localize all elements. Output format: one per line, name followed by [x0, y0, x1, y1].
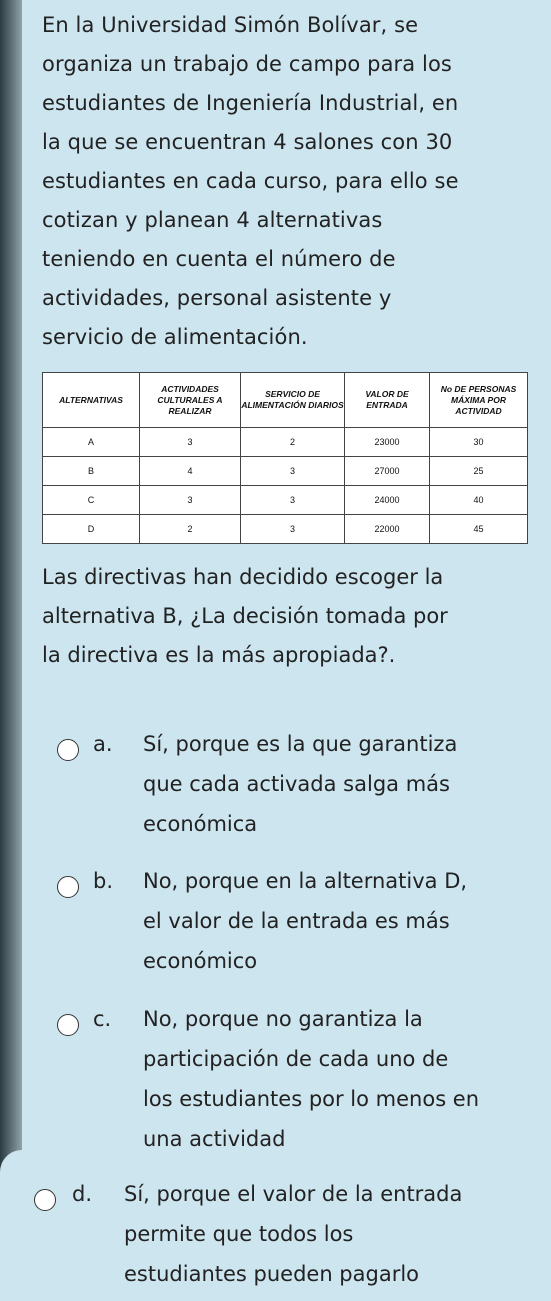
question-text: En la Universidad Simón Bolívar, se organiza un trabajo de campo para los estudiantes de Ingeniería Industrial, en la que se encuentran 4 salones con 30 estudiantes en cada curso, para ello se cotizan y planean 4 alternativas teniendo en cuenta el número de actividades, personal asistente y servicio de alimentación. — [42, 13, 459, 349]
option-letter: a. — [93, 732, 113, 756]
option-letter: c. — [93, 1007, 112, 1031]
table-cell: 3 — [140, 428, 241, 457]
table-header-cell: No DE PERSONAS MÁXIMA POR ACTIVIDAD — [430, 373, 528, 428]
table-cell: 3 — [241, 515, 345, 544]
table-row — [43, 486, 528, 515]
table-cell: C — [43, 486, 140, 515]
table-row — [43, 457, 528, 486]
option-text: No, porque en la alternativa D, el valor de la entrada es más económico — [143, 869, 468, 973]
table-cell: 3 — [241, 486, 345, 515]
table-cell: 22000 — [345, 515, 430, 544]
table-row — [43, 515, 528, 544]
table-header-cell: ACTIVIDADES CULTURALES A REALIZAR — [140, 373, 241, 428]
radio-button-d[interactable] — [34, 1189, 56, 1211]
table-cell: 23000 — [345, 428, 430, 457]
table-header-cell: SERVICIO DE ALIMENTACIÓN DIARIOS — [241, 373, 345, 428]
option-text: Sí, porque el valor de la entrada permite que todos los estudiantes pueden pagarlo — [124, 1182, 463, 1286]
table-cell: 27000 — [345, 457, 430, 486]
table-header-cell: ALTERNATIVAS — [43, 373, 140, 428]
table-row — [43, 428, 528, 457]
radio-button-c[interactable] — [57, 1014, 79, 1036]
table-cell: 3 — [241, 457, 345, 486]
option-letter: d. — [72, 1182, 93, 1206]
radio-button-a[interactable] — [57, 739, 79, 761]
table-cell: 45 — [430, 515, 528, 544]
table-cell: B — [43, 457, 140, 486]
table-cell: 2 — [140, 515, 241, 544]
table-cell: 3 — [140, 486, 241, 515]
table-cell: 40 — [430, 486, 528, 515]
alternatives-table — [42, 372, 528, 544]
table-cell: D — [43, 515, 140, 544]
table-cell: 24000 — [345, 486, 430, 515]
option-text: Sí, porque es la que garantiza que cada activada salga más económica — [143, 732, 458, 836]
table-cell: 30 — [430, 428, 528, 457]
followup-question: Las directivas han decidido escoger la alternativa B, ¿La decisión tomada por la directiva es la más apropiada?. — [42, 565, 448, 667]
table-header-row — [43, 373, 528, 428]
table-header-cell: VALOR DE ENTRADA — [345, 373, 430, 428]
option-letter: b. — [93, 869, 114, 893]
table-cell: 4 — [140, 457, 241, 486]
table-cell: 2 — [241, 428, 345, 457]
table-cell: 25 — [430, 457, 528, 486]
radio-button-b[interactable] — [57, 876, 79, 898]
option-text: No, porque no garantiza la participación de cada uno de los estudiantes por lo menos en una actividad — [143, 1007, 480, 1151]
table-cell: A — [43, 428, 140, 457]
